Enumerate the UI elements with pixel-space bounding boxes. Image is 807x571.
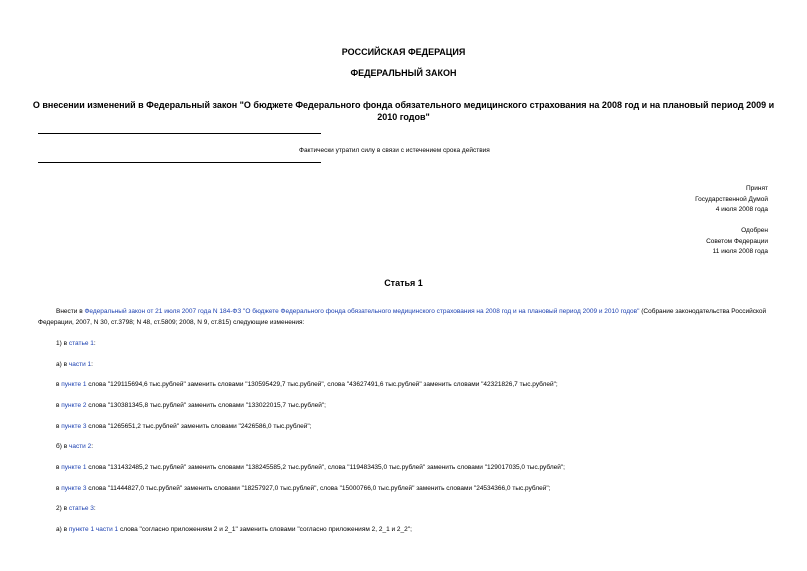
bottom-divider	[38, 162, 321, 163]
article-title: Статья 1	[384, 278, 423, 288]
law-title: О внесении изменений в Федеральный закон "О бюджете Федерального фонда обязательного медицинского страхования на 2008 год и на плановый период 2009 и 2010 годов"	[32, 100, 775, 122]
item-2: 2) в статье 3:	[56, 505, 96, 512]
link-article-1[interactable]: статье 1	[68, 340, 94, 347]
approved-label: Одобрен	[741, 227, 768, 234]
item-1: 1) в статье 1:	[56, 340, 96, 347]
link-point-2[interactable]: пункте 2	[61, 402, 87, 409]
approved-by: Советом Федерации	[706, 237, 768, 245]
doc-type-heading: ФЕДЕРАЛЬНЫЙ ЗАКОН	[350, 68, 457, 78]
top-divider	[38, 133, 321, 134]
link-article-3[interactable]: статье 3	[68, 505, 94, 512]
link-point-1-part-1[interactable]: пункте 1 части 1	[68, 526, 119, 533]
item-1b-point-1: в пункте 1 слова "131432485,2 тыс.рублей" заменить словами "138245585,2 тыс.рублей", слова "119483435,0 тыс.рублей" заменить словами "129017035,0 тыс.рублей";	[56, 464, 565, 471]
link-point-1[interactable]: пункте 1	[61, 381, 87, 388]
item-1a: а) в части 1:	[56, 361, 93, 368]
accepted-date: 4 июля 2008 года	[715, 206, 768, 214]
item-2a: а) в пункте 1 части 1 слова "согласно приложениям 2 и 2_1" заменить словами "согласно приложениям 2, 2_1 и 2_2";	[56, 526, 412, 533]
item-1b: б) в части 2:	[56, 443, 94, 450]
accepted-label: Принят	[745, 185, 768, 192]
law-link[interactable]: Федеральный закон от 21 июля 2007 года N 184-ФЗ "О бюджете Федерального фонда обязательного медицинского страхования на 2008 год и на плановый период 2009 и 2010 годов"	[84, 308, 640, 315]
item-1a-point-2: в пункте 2 слова "130381345,8 тыс.рублей" заменить словами "133022015,7 тыс.рублей";	[56, 402, 326, 409]
link-point-3[interactable]: пункте 3	[61, 423, 87, 430]
link-part-2[interactable]: части 2	[68, 443, 92, 450]
adoption-block	[695, 184, 768, 216]
accepted-by: Государственной Думой	[695, 195, 768, 203]
item-1b-point-3: в пункте 3 слова "11444827,0 тыс.рублей" заменить словами "18257927,0 тыс.рублей", слова "15000766,0 тыс.рублей" заменить словами "24534366,0 тыс.рублей";	[56, 485, 551, 492]
country-heading: РОССИЙСКАЯ ФЕДЕРАЦИЯ	[341, 47, 466, 57]
intro-paragraph: Внести в Федеральный закон от 21 июля 2007 года N 184-ФЗ "О бюджете Федерального фонда обязательного медицинского страхования на 2008 год и на плановый период 2009 и 2010 годов" (Собрание законодательства Российской Федерации, 2007, N 30, ст.3798; N 48, ст.5809; 2008, N 9, ст.815) следующие изменения:	[38, 308, 767, 326]
item-1a-point-1: в пункте 1 слова "129115694,6 тыс.рублей" заменить словами "130595429,7 тыс.рублей", слова "43627491,6 тыс.рублей" заменить словами "42321826,7 тыс.рублей";	[56, 381, 558, 388]
status-note: Фактически утратил силу в связи с истечением срока действия	[299, 147, 490, 154]
link-part2-point-1[interactable]: пункте 1	[61, 464, 87, 471]
link-part2-point-3[interactable]: пункте 3	[61, 485, 87, 492]
approval-block	[706, 226, 768, 258]
approved-date: 11 июля 2008 года	[712, 248, 768, 256]
link-part-1[interactable]: части 1	[68, 361, 92, 368]
item-1a-point-3: в пункте 3 слова "1265651,2 тыс.рублей" заменить словами "2426586,0 тыс.рублей";	[56, 423, 312, 430]
